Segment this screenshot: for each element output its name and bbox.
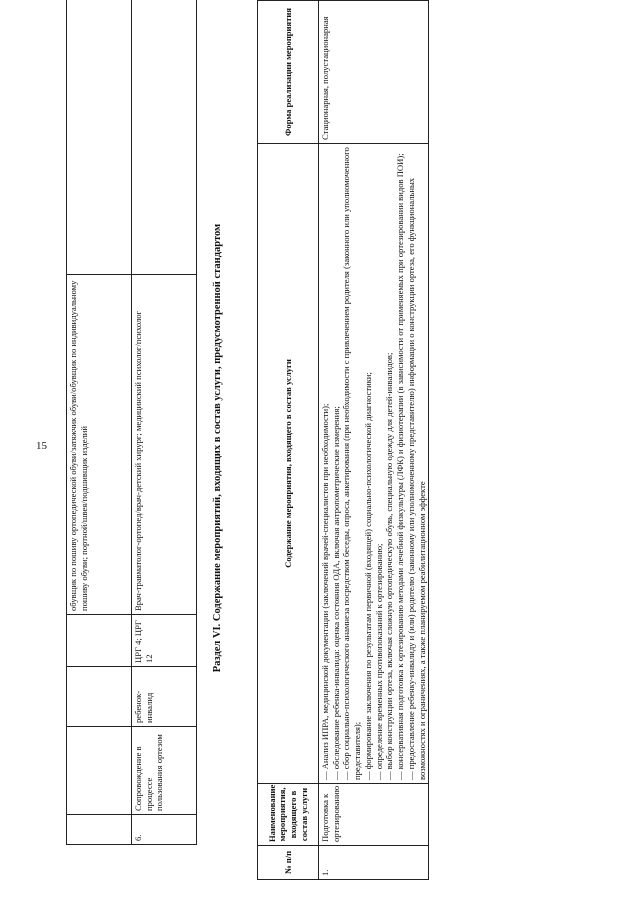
list-item: — обследование ребенка-инвалида: оценка состояния ОДА, включая антропометрические измерения; (330, 406, 341, 780)
list-item: — определение временных противопоказаний к ортезированию; (373, 543, 384, 780)
list-item: — выбор конструкции ортеза, включая сложную ортопедическую обувь, специальную одежду для детей-инвалидов; (384, 352, 395, 780)
specialists-bottom: Врач-травматолог-ортопед/врач-детский хирург; медицинский психолог/психолог (132, 275, 197, 615)
list-item: — формирование заключения по результатам первичной (входящей) социально-психологической диагностики; (362, 372, 373, 780)
header-name: Наименование мероприятия, входящего в состав услуги (258, 784, 319, 846)
row-number: 1. (319, 846, 429, 880)
row-number: 6. (132, 815, 197, 845)
specialists-top: обувщик по пошиву ортопедической обуви/затяжчик обуви/обувщик по индивидуальному пошиву обуви; портной/швея/подшивщик изделий (67, 275, 132, 615)
row-who: ребенок-инвалид (132, 667, 197, 727)
list-item: — Анализ ИПРА, медицинской документации (заключений врачей-специалистов при необходимости); (320, 403, 330, 780)
list-item: — сбор социально-психологического анамнеза посредством беседы, опроса, анкетирования (при необходимости с привлечением родителя (законного или уполномоченного представителя); (341, 147, 363, 780)
section-heading: Раздел VI. Содержание мероприятий, входящих в состав услуги, предусмотренной стандартом (212, 223, 223, 673)
table-row (132, 0, 197, 845)
list-item: — консервативная подготовка к ортезированию методами лечебной физкультуры (ЛФК) и физиотерапии (в зависимости от применяемых при ортезировании видов ПОИ); (395, 153, 406, 780)
upper-table (66, 0, 197, 845)
header-num: № п/п (258, 846, 319, 880)
row-content (319, 144, 429, 784)
lower-table (257, 0, 429, 880)
row-name: Сопровождение в процессе пользования ортезом (132, 727, 197, 815)
row-codes: ЦРГ 4; ЦРГ 12 (132, 615, 197, 667)
header-form: Форма реализации мероприятия (258, 1, 319, 144)
list-item: — предоставление ребенку-инвалиду и (или) родителю (законному или уполномоченному представителю) информации о конструкции ортеза, его функциональных возможностях и ограничениях, а также планируемом реабилитационном эффекте (405, 177, 427, 780)
table-header-row (258, 1, 319, 880)
table-row (319, 1, 429, 880)
page-number: 15 (36, 440, 47, 452)
header-content: Содержание мероприятия, входящего в состав услуги (258, 144, 319, 784)
table-row (67, 0, 132, 845)
row-name: Подготовка к ортезированию (319, 784, 429, 846)
row-form: Стационарная, полустационарная (319, 1, 429, 144)
